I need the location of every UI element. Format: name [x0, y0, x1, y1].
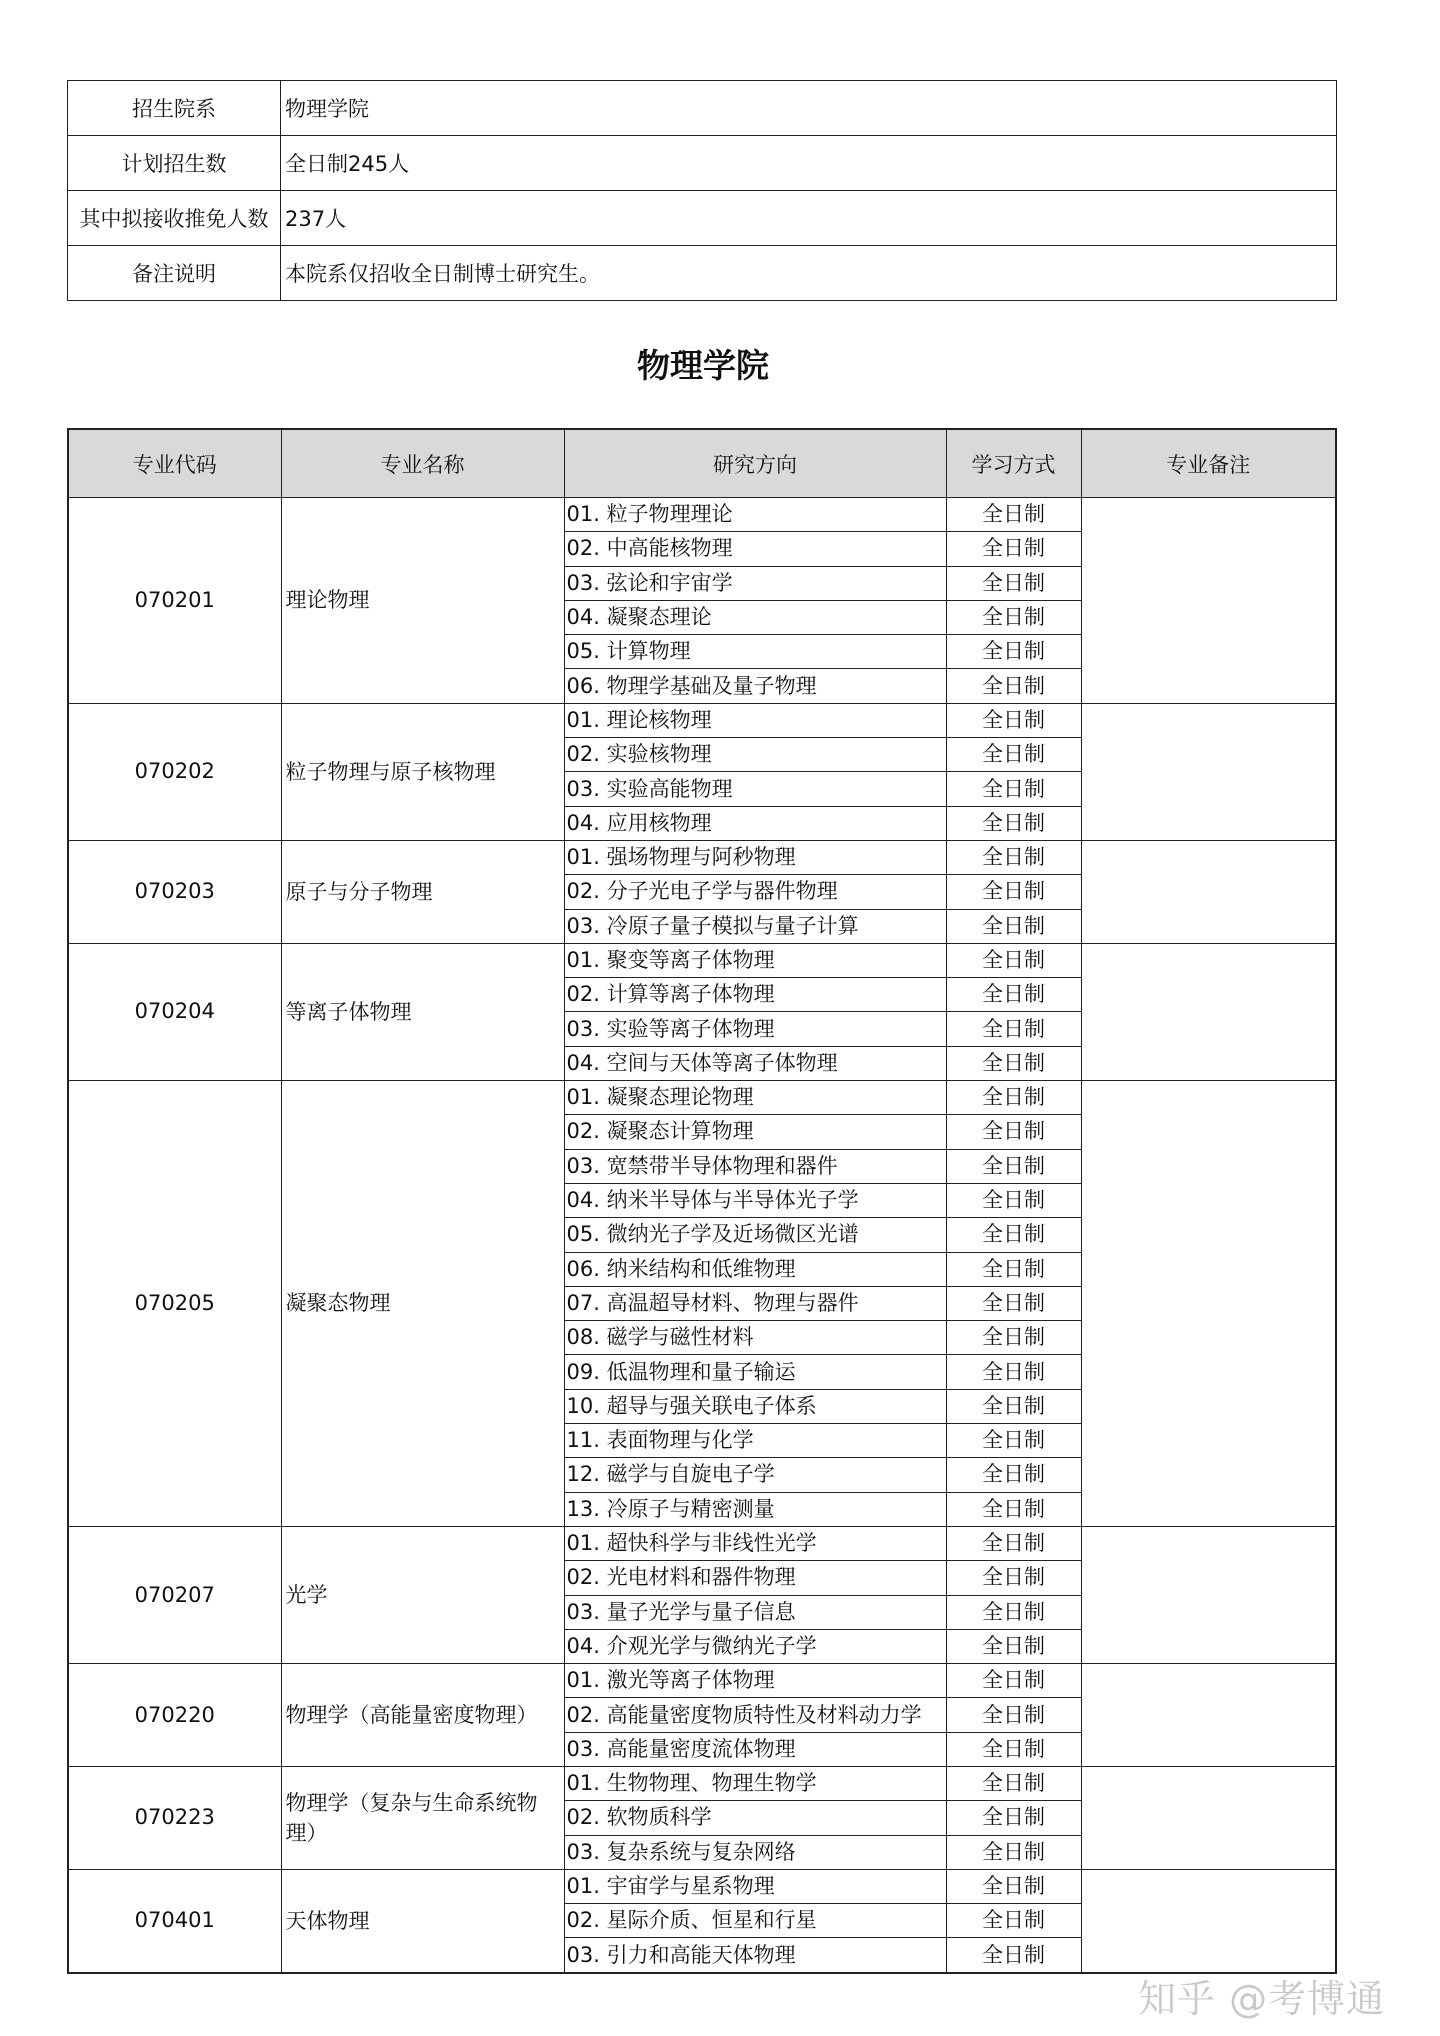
study-mode: 全日制	[946, 1595, 1081, 1629]
major-note	[1081, 498, 1336, 704]
major-note	[1081, 1081, 1336, 1527]
info-row	[68, 81, 1337, 136]
info-row	[68, 136, 1337, 191]
major-name: 物理学（复杂与生命系统物理）	[281, 1766, 564, 1869]
info-label: 招生院系	[68, 81, 281, 136]
research-direction: 01. 强场物理与阿秒物理	[564, 840, 946, 874]
research-direction: 03. 高能量密度流体物理	[564, 1732, 946, 1766]
study-mode: 全日制	[946, 1801, 1081, 1835]
research-direction: 11. 表面物理与化学	[564, 1424, 946, 1458]
major-name: 理论物理	[281, 498, 564, 704]
info-row	[68, 191, 1337, 246]
watermark: 知乎 @考博通	[1138, 1977, 1386, 2021]
research-direction: 02. 分子光电子学与器件物理	[564, 875, 946, 909]
research-direction: 03. 复杂系统与复杂网络	[564, 1835, 946, 1869]
major-code: 070201	[68, 498, 281, 704]
major-note	[1081, 703, 1336, 840]
research-direction: 01. 超快科学与非线性光学	[564, 1526, 946, 1560]
research-direction: 02. 光电材料和器件物理	[564, 1561, 946, 1595]
header-direction: 研究方向	[564, 429, 946, 498]
major-code: 070205	[68, 1081, 281, 1527]
info-value: 全日制245人	[281, 136, 1337, 191]
major-name: 原子与分子物理	[281, 840, 564, 943]
table-row	[68, 498, 1336, 532]
table-row	[68, 1081, 1336, 1115]
research-direction: 01. 激光等离子体物理	[564, 1664, 946, 1698]
header-row	[68, 429, 1336, 498]
research-direction: 02. 计算等离子体物理	[564, 978, 946, 1012]
research-direction: 01. 理论核物理	[564, 703, 946, 737]
research-direction: 01. 粒子物理理论	[564, 498, 946, 532]
study-mode: 全日制	[946, 1766, 1081, 1800]
research-direction: 08. 磁学与磁性材料	[564, 1321, 946, 1355]
study-mode: 全日制	[946, 1835, 1081, 1869]
study-mode: 全日制	[946, 943, 1081, 977]
info-row	[68, 246, 1337, 301]
research-direction: 03. 引力和高能天体物理	[564, 1938, 946, 1973]
major-note	[1081, 1766, 1336, 1869]
research-direction: 06. 物理学基础及量子物理	[564, 669, 946, 703]
study-mode: 全日制	[946, 669, 1081, 703]
study-mode: 全日制	[946, 1081, 1081, 1115]
research-direction: 12. 磁学与自旋电子学	[564, 1458, 946, 1492]
table-row	[68, 840, 1336, 874]
info-value: 237人	[281, 191, 1337, 246]
study-mode: 全日制	[946, 738, 1081, 772]
major-note	[1081, 1664, 1336, 1767]
research-direction: 04. 应用核物理	[564, 806, 946, 840]
info-label: 其中拟接收推免人数	[68, 191, 281, 246]
major-note	[1081, 1869, 1336, 1972]
research-direction: 03. 量子光学与量子信息	[564, 1595, 946, 1629]
study-mode: 全日制	[946, 1938, 1081, 1973]
research-direction: 01. 聚变等离子体物理	[564, 943, 946, 977]
research-direction: 04. 纳米半导体与半导体光子学	[564, 1183, 946, 1217]
study-mode: 全日制	[946, 1664, 1081, 1698]
research-direction: 04. 空间与天体等离子体物理	[564, 1046, 946, 1080]
study-mode: 全日制	[946, 1904, 1081, 1938]
study-mode: 全日制	[946, 909, 1081, 943]
research-direction: 02. 实验核物理	[564, 738, 946, 772]
research-direction: 03. 弦论和宇宙学	[564, 566, 946, 600]
study-mode: 全日制	[946, 498, 1081, 532]
research-direction: 04. 介观光学与微纳光子学	[564, 1629, 946, 1663]
study-mode: 全日制	[946, 703, 1081, 737]
info-label: 备注说明	[68, 246, 281, 301]
major-name: 凝聚态物理	[281, 1081, 564, 1527]
study-mode: 全日制	[946, 600, 1081, 634]
major-note	[1081, 943, 1336, 1080]
research-direction: 01. 宇宙学与星系物理	[564, 1869, 946, 1903]
research-direction: 02. 凝聚态计算物理	[564, 1115, 946, 1149]
study-mode: 全日制	[946, 806, 1081, 840]
study-mode: 全日制	[946, 1458, 1081, 1492]
major-name: 等离子体物理	[281, 943, 564, 1080]
major-name: 粒子物理与原子核物理	[281, 703, 564, 840]
major-code: 070203	[68, 840, 281, 943]
header-note: 专业备注	[1081, 429, 1336, 498]
study-mode: 全日制	[946, 1252, 1081, 1286]
research-direction: 13. 冷原子与精密测量	[564, 1492, 946, 1526]
study-mode: 全日制	[946, 1115, 1081, 1149]
research-direction: 05. 计算物理	[564, 635, 946, 669]
table-row	[68, 1869, 1336, 1903]
major-name: 光学	[281, 1526, 564, 1663]
research-direction: 03. 实验高能物理	[564, 772, 946, 806]
research-direction: 02. 软物质科学	[564, 1801, 946, 1835]
research-direction: 01. 生物物理、物理生物学	[564, 1766, 946, 1800]
study-mode: 全日制	[946, 1526, 1081, 1560]
research-direction: 03. 冷原子量子模拟与量子计算	[564, 909, 946, 943]
study-mode: 全日制	[946, 1424, 1081, 1458]
study-mode: 全日制	[946, 1286, 1081, 1320]
header-mode: 学习方式	[946, 429, 1081, 498]
study-mode: 全日制	[946, 1183, 1081, 1217]
major-code: 070401	[68, 1869, 281, 1972]
research-direction: 02. 高能量密度物质特性及材料动力学	[564, 1698, 946, 1732]
study-mode: 全日制	[946, 1218, 1081, 1252]
study-mode: 全日制	[946, 1046, 1081, 1080]
page-title: 物理学院	[637, 346, 769, 385]
study-mode: 全日制	[946, 635, 1081, 669]
study-mode: 全日制	[946, 1629, 1081, 1663]
study-mode: 全日制	[946, 1389, 1081, 1423]
table-row	[68, 1766, 1336, 1800]
study-mode: 全日制	[946, 1869, 1081, 1903]
study-mode: 全日制	[946, 978, 1081, 1012]
info-value: 本院系仅招收全日制博士研究生。	[281, 246, 1337, 301]
study-mode: 全日制	[946, 1355, 1081, 1389]
research-direction: 02. 星际介质、恒星和行星	[564, 1904, 946, 1938]
study-mode: 全日制	[946, 566, 1081, 600]
study-mode: 全日制	[946, 1492, 1081, 1526]
major-name: 物理学（高能量密度物理）	[281, 1664, 564, 1767]
study-mode: 全日制	[946, 1012, 1081, 1046]
research-direction: 03. 宽禁带半导体物理和器件	[564, 1149, 946, 1183]
study-mode: 全日制	[946, 1698, 1081, 1732]
research-direction: 03. 实验等离子体物理	[564, 1012, 946, 1046]
study-mode: 全日制	[946, 840, 1081, 874]
research-direction: 01. 凝聚态理论物理	[564, 1081, 946, 1115]
info-value: 物理学院	[281, 81, 1337, 136]
research-direction: 02. 中高能核物理	[564, 532, 946, 566]
research-direction: 04. 凝聚态理论	[564, 600, 946, 634]
info-label: 计划招生数	[68, 136, 281, 191]
table-row	[68, 1664, 1336, 1698]
research-direction: 06. 纳米结构和低维物理	[564, 1252, 946, 1286]
header-code: 专业代码	[68, 429, 281, 498]
table-row	[68, 703, 1336, 737]
study-mode: 全日制	[946, 1149, 1081, 1183]
study-mode: 全日制	[946, 772, 1081, 806]
research-direction: 07. 高温超导材料、物理与器件	[564, 1286, 946, 1320]
research-direction: 10. 超导与强关联电子体系	[564, 1389, 946, 1423]
table-row	[68, 943, 1336, 977]
study-mode: 全日制	[946, 532, 1081, 566]
major-table	[67, 428, 1337, 1974]
major-note	[1081, 1526, 1336, 1663]
research-direction: 05. 微纳光子学及近场微区光谱	[564, 1218, 946, 1252]
major-code: 070223	[68, 1766, 281, 1869]
major-name: 天体物理	[281, 1869, 564, 1972]
major-code: 070202	[68, 703, 281, 840]
study-mode: 全日制	[946, 875, 1081, 909]
research-direction: 09. 低温物理和量子输运	[564, 1355, 946, 1389]
study-mode: 全日制	[946, 1732, 1081, 1766]
major-code: 070204	[68, 943, 281, 1080]
table-row	[68, 1526, 1336, 1560]
major-code: 070207	[68, 1526, 281, 1663]
major-code: 070220	[68, 1664, 281, 1767]
major-note	[1081, 840, 1336, 943]
header-name: 专业名称	[281, 429, 564, 498]
info-table	[67, 80, 1337, 301]
study-mode: 全日制	[946, 1561, 1081, 1595]
study-mode: 全日制	[946, 1321, 1081, 1355]
